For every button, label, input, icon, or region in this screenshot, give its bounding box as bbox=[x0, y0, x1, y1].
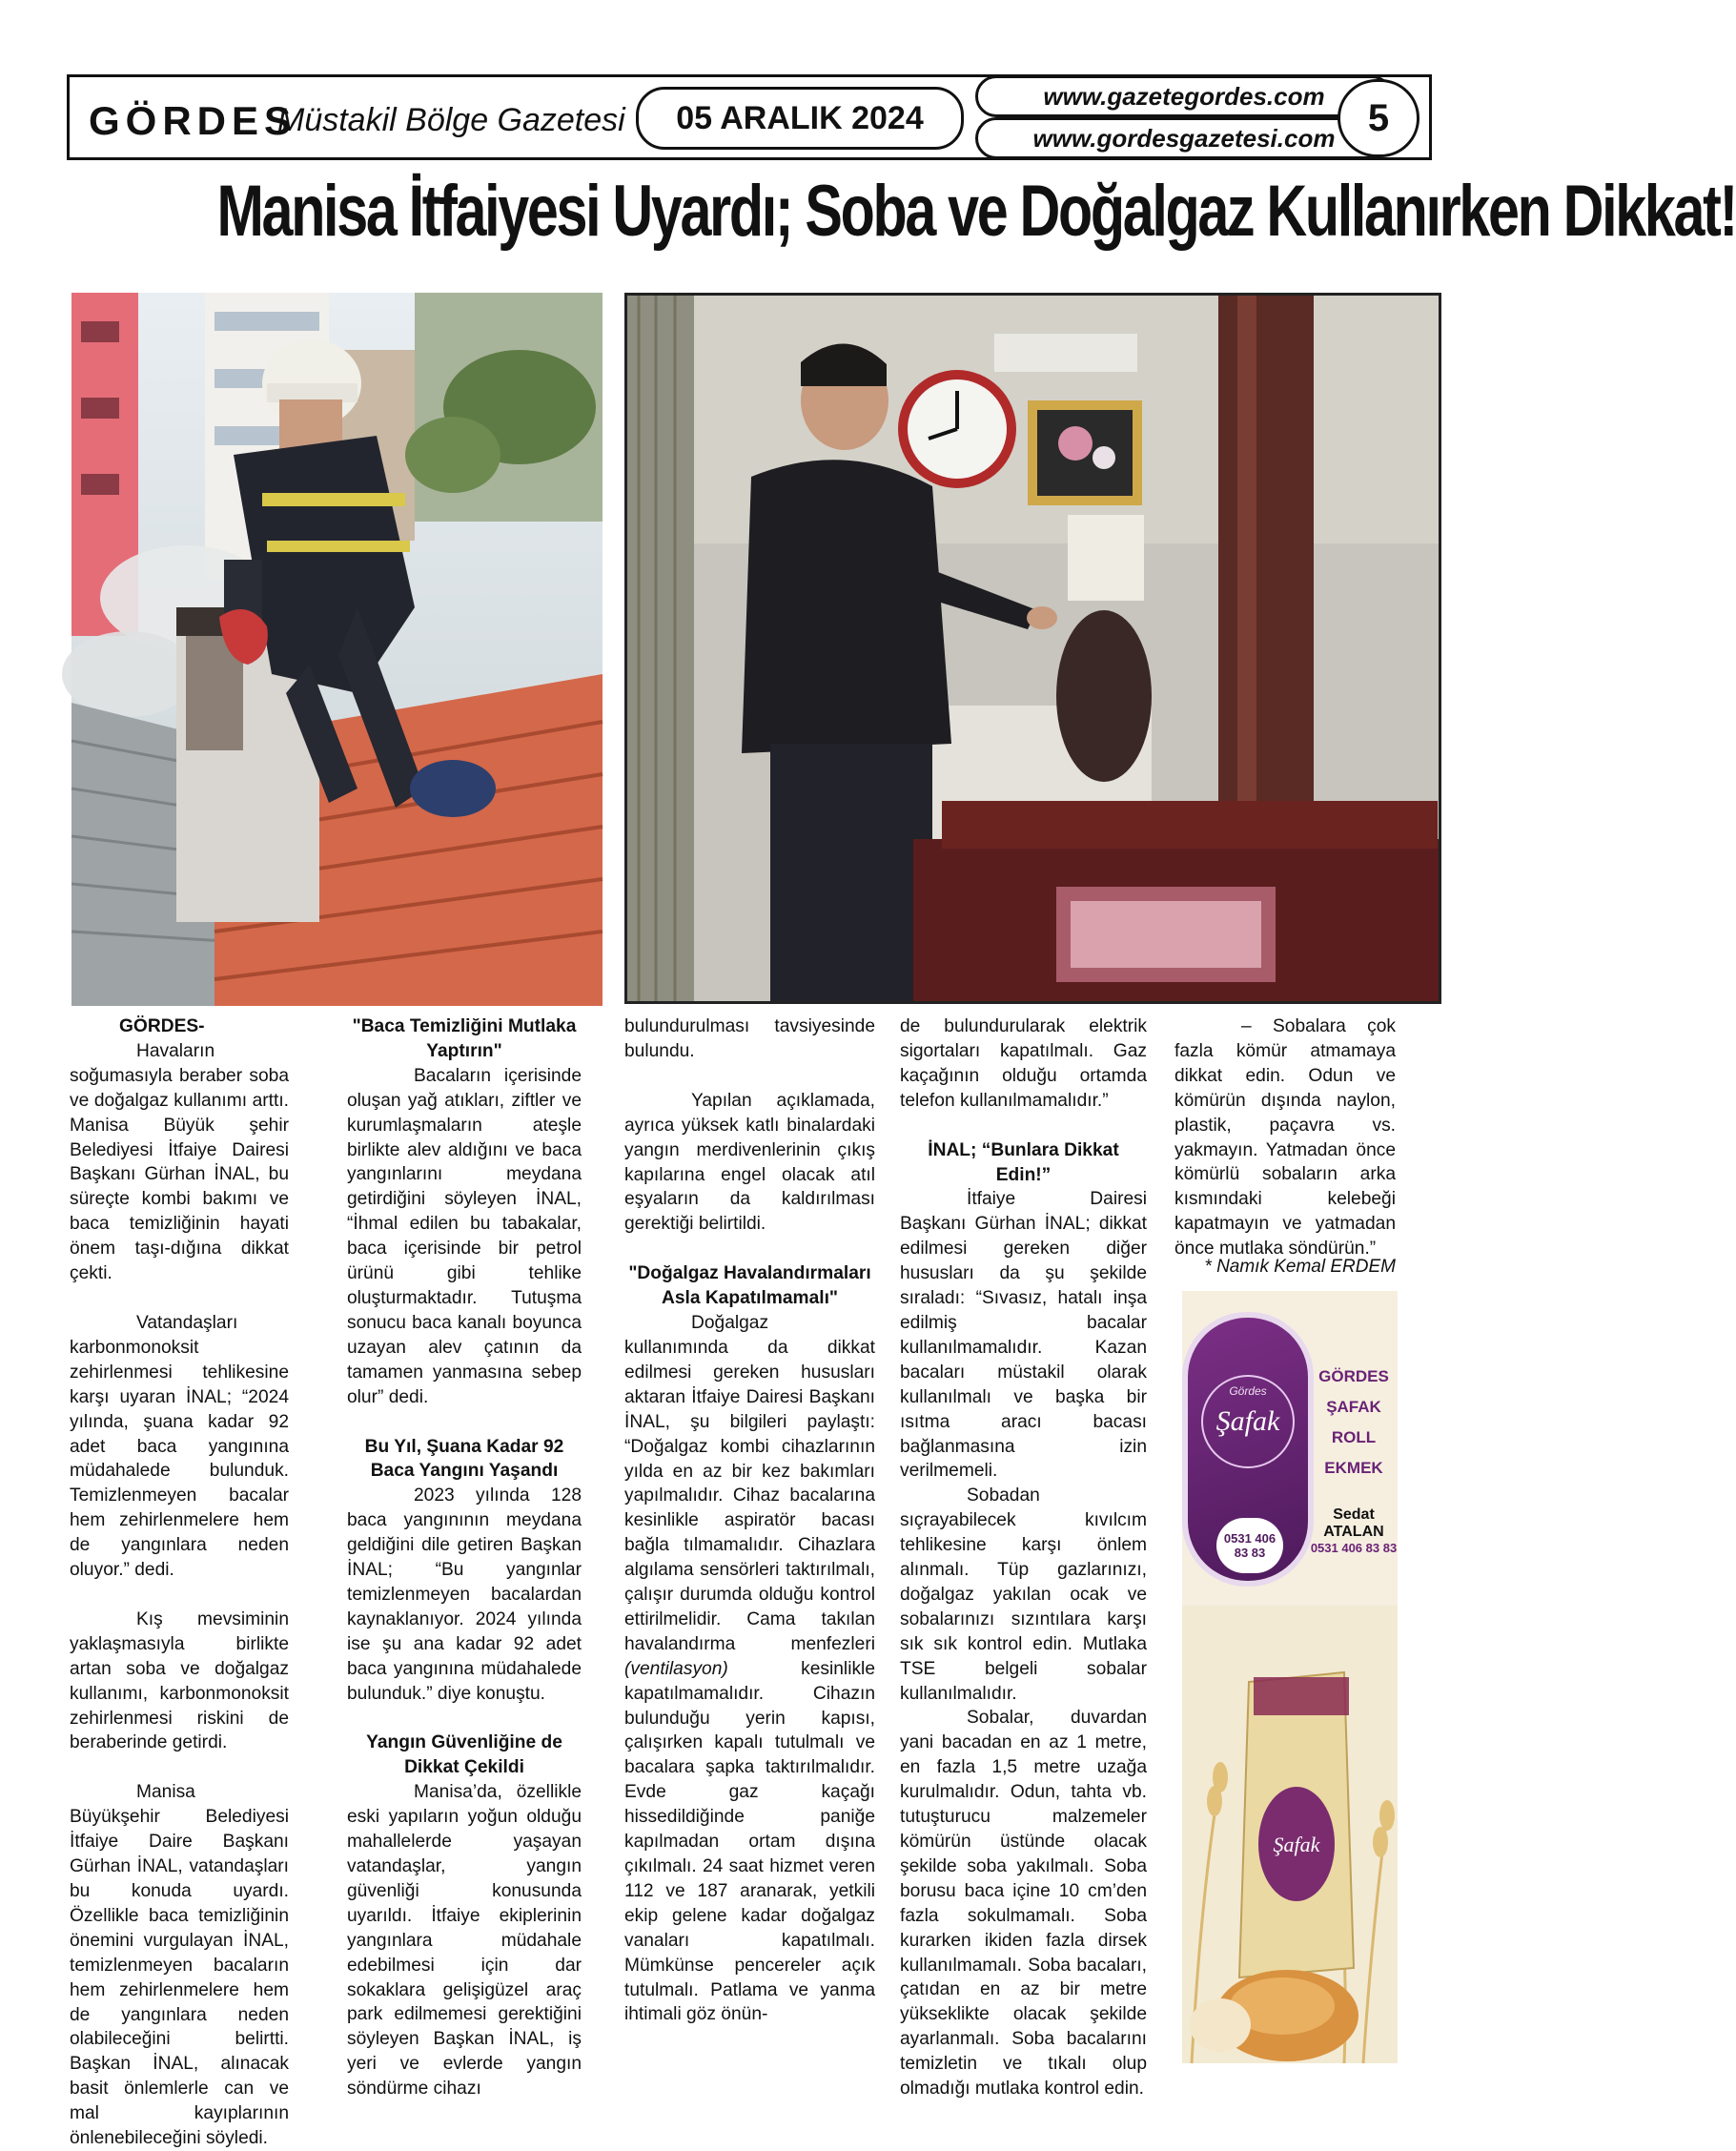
firefighter-chimney-illustration bbox=[71, 293, 602, 1006]
paragraph: Kış mevsiminin yaklaşmasıyla birlikte artan soba ve doğalgaz kullanımı, karbonmonoksit zehirlenmesi riskini de beraberinde getirdi. bbox=[70, 1608, 289, 1753]
paragraph: Bacaların içerisinde oluşan yağ atıkları, ziftler ve kurumlaşmaların ateşle birlikte alev aldığını ve baca yangınlarını meydana getirdiğini söyleyen İNAL, “İhmal edilen bu tabakalar, baca içerisinde bir petrol ürünü gibi tehlike oluşturmaktadır. Tutuşma sonucu baca kanalı boyunca uzayan alev çatının da tamamen yanmasına sebep olur” dedi. bbox=[347, 1065, 582, 1407]
article-column-3 bbox=[624, 1014, 875, 2027]
subheading: "Baca Temizliğini Mutlaka Yaptırın" bbox=[352, 1016, 577, 1061]
article-column-4 bbox=[900, 1014, 1147, 2101]
article-column-1 bbox=[70, 1014, 289, 2151]
logo-text: Şafak bbox=[1215, 1405, 1280, 1437]
ad-title-line: ŞAFAK ROLL bbox=[1326, 1398, 1381, 1446]
subheading: Yangın Güvenliğine de Dikkat Çekildi bbox=[366, 1732, 562, 1778]
paragraph: Vatandaşları karbonmonoksit zehirlenmesi tehlikesine karşı uyaran İNAL; “2024 yılında, şuana kadar 92 adet baca yangınına müdahalede bulunduk. Temizlenmeyen bacalar hem zehirlenmelere hem de yangınlara neden oluyor.” dedi. bbox=[70, 1312, 289, 1581]
ad-phone-number: 0531 406 83 83 bbox=[1310, 1541, 1398, 1555]
bread-package-illustration bbox=[1182, 1606, 1398, 2063]
page-number: 5 bbox=[1338, 79, 1419, 157]
paragraph: de bulundurularak elektrik sigortaları kapatılmalı. Gaz kaçağının olduğu ortamda telefon kullanılmamalıdır.” bbox=[900, 1016, 1147, 1111]
paragraph: – Sobalara çok fazla kömür atmamaya dikkat edin. Odun ve kömürün dışında naylon, plastik, paçavra vs. yakmayın. Yatmadan önce kömürlü sobaların arka kısmındaki kelebeği kapatmayın ve yatmadan önce mutlaka söndürün.” bbox=[1174, 1016, 1396, 1260]
author-byline: * Namık Kemal ERDEM bbox=[1204, 1257, 1396, 1277]
paragraph: Yapılan açıklamada, ayrıca yüksek katlı binalardaki yangın merdivenlerinin çıkış kapılarına engel olacak atıl eşyaların da kaldırılması gerektiği belirtildi. bbox=[624, 1090, 875, 1235]
masthead bbox=[67, 74, 1432, 160]
logo-small-text: Gördes bbox=[1229, 1384, 1267, 1398]
ad-owner-name: Sedat ATALAN bbox=[1323, 1506, 1384, 1540]
paragraph: Havaların soğumasıyla beraber soba ve doğalgaz kullanımı arttı. Manisa Büyük şehir Belediyesi İtfaiye Dairesi Başkanı Gürhan İNAL, bu süreçte kombi bakımı ve baca temizliğinin hayati önem taşı-dığına dikkat çekti. bbox=[70, 1040, 289, 1284]
firefighter-chimney-photo bbox=[70, 291, 601, 1004]
italic-term: (ventilasyon) bbox=[624, 1658, 728, 1679]
issue-date: 05 ARALIK 2024 bbox=[636, 87, 964, 150]
paragraph: Sobalar, duvardan yani bacadan en az 1 metre, en fazla 1,5 metre uzağa kurulmalıdır. Odun, tahta vb. tutuşturucu malzemeler kömürün üstünde olacak şekilde soba yakılmalı. Soba borusu baca içine 10 cm’den fazla sokulmamalı. Soba kurarken ikiden fazla dirsek kullanılmamalı. Soba bacaları, çatıdan en az bir metre yükseklikte olacak şekilde ayarlanmalı. Soba bacalarını temizletin ve tıkalı olup olmadığı mutlaka kontrol edin. bbox=[900, 1708, 1147, 2100]
article-column-2 bbox=[347, 1014, 582, 2101]
paragraph-text: kesinlikle kapatılmamalıdır. Cihazın bulunduğu yerin kapısı, çalışırken kapalı tutulmalı ve bacalara şapka taktırılmalıdır. Evde gaz kaçağı hissedildiğinde paniğe kapılmadan ortam dışına çıkılmalı. 24 saat hizmet veren 112 ve 187 aranarak, yetkili ekip gelene kadar doğalgaz vanaları kapatılmalı. Mümkünse pencereler açık tutulmalı. Patlama ve yanma ihtimali göz önün- bbox=[624, 1658, 875, 2025]
website-link-2[interactable]: www.gordesgazetesi.com bbox=[975, 117, 1393, 159]
subheading: Bu Yıl, Şuana Kadar 92 Baca Yangını Yaşandı bbox=[364, 1436, 564, 1482]
package-logo-text: Şafak bbox=[1273, 1833, 1320, 1856]
stove-photo bbox=[624, 293, 1441, 1004]
paragraph-text: Doğalgaz kullanımında da dikkat edilmesi gereken hususları aktaran İtfaiye Dairesi Başkanı İNAL, şu bilgileri paylaştı: “Doğalgaz kombi cihazlarının yılda en az bir kez bakımları yapılmalıdır. Cihaz bacalarına kesinlikle aspiratör bacası bağla tılmamalıdır. Cihazlara algılama sensörleri taktırılmalı, çalışır durumda olduğu kontrol ettirilmelidir. Cama takılan havalandırma menfezleri bbox=[624, 1313, 875, 1654]
paragraph: Manisa’da, özellikle eski yapıların yoğun olduğu mahallelerde yaşayan vatandaşlar, yangın güvenliği konusunda uyarıldı. İtfaiye ekiplerinin yangınlara müdahale edebilmesi için dar sokaklara gelişigüzel araç park edilmemesi gerektiğini söyleyen Başkan İNAL, iş yeri ve evlerde yangın söndürme cihazı bbox=[347, 1782, 582, 2100]
subheading: "Doğalgaz Havalandırmaları Asla Kapatılmamalı" bbox=[628, 1263, 871, 1309]
paragraph: bulundurulması tavsiyesinde bulundu. bbox=[624, 1016, 875, 1061]
logo-phone: 0531 406 83 83 bbox=[1216, 1518, 1283, 1573]
paragraph: Sobadan sıçrayabilecek kıvılcım tehlikesine karşı önlem alınmalı. Tüp gazlarınızı, doğalgaz yakılan ocak ve sobalarınızı sızıntılara karşı sık sık kontrol edin. Mutlaka TSE belgeli sobalar kullanılmalıdır. bbox=[900, 1485, 1147, 1704]
bakery-logo bbox=[1188, 1318, 1308, 1581]
newspaper-name: GÖRDES bbox=[89, 98, 297, 143]
ad-title-line: EKMEK bbox=[1324, 1459, 1383, 1477]
paragraph: 2023 yılında 128 baca yangınının meydana geldiğini dile getiren Başkan İNAL; “Bu yangınlar temizlenmeyen bacalardan kaynaklanıyor. 2024 yılında ise şu ana kadar 92 adet baca yangınına müdahalede bulunduk.” diye konuştu. bbox=[347, 1485, 582, 1704]
paragraph bbox=[624, 1311, 875, 2027]
paragraph: Manisa Büyükşehir Belediyesi İtfaiye Daire Başkanı Gürhan İNAL, vatandaşları bu konuda uyardı. Özellikle baca temizliğinin önemini vurgulayan İNAL, temizlenmeyen bacaların hem zehirlenmelere hem de yangınlara neden olabileceğini belirtti. Başkan İNAL, alınacak basit önlemlerle can ve mal kayıplarının önlenebileceğini söyledi. bbox=[70, 1782, 289, 2149]
stove-illustration bbox=[627, 296, 1439, 1001]
newspaper-subtitle: Müstakil Bölge Gazetesi bbox=[277, 102, 625, 138]
bakery-advertisement bbox=[1182, 1291, 1398, 2063]
paragraph: İtfaiye Dairesi Başkanı Gürhan İNAL; dikkat edilmesi gereken diğer hususları da şu şekilde sıraladı: “Sıvasız, hatalı inşa edilmiş bacalar kullanılmamalıdır. Kazan bacaları müstakil olarak kullanılmalı ve başka bir ısıtma aracı bacası bağlanmasına izin verilmemeli. bbox=[900, 1189, 1147, 1482]
website-link-1[interactable]: www.gazetegordes.com bbox=[975, 75, 1393, 117]
headline: Manisa İtfaiyesi Uyardı; Soba ve Doğalgaz Kullanırken Dikkat! bbox=[216, 171, 1736, 252]
ad-title bbox=[1310, 1362, 1398, 1484]
ad-title-line: GÖRDES bbox=[1318, 1367, 1389, 1385]
dateline: GÖRDES- bbox=[119, 1016, 205, 1036]
article-column-5 bbox=[1174, 1014, 1396, 1261]
subheading: İNAL; “Bunlara Dikkat Edin!” bbox=[928, 1139, 1119, 1185]
